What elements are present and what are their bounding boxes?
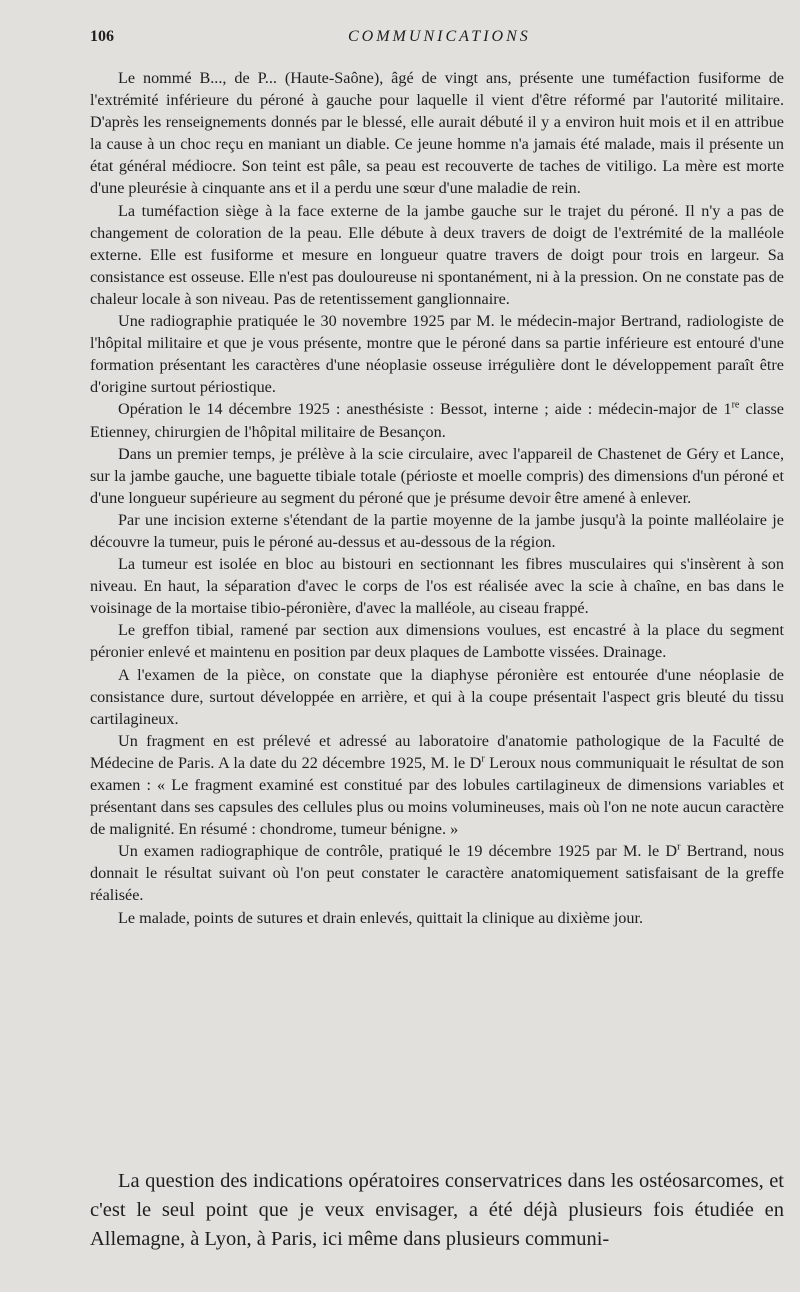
control-text-a: Un examen radiographique de contrôle, pratiqué le 19 décembre 1925 par M. le D xyxy=(118,842,678,861)
operation-text-b: classe Etienney, chirurgien de l'hôpital militaire de Besançon. xyxy=(90,400,784,441)
paragraph-tumor-excision: La tumeur est isolée en bloc au bistouri en sectionnant les fibres musculaires qui s'insèrent à son niveau. En haut, la séparation d'avec le corps de l'os est réalisée avec la scie à chaîne, en bas dans le voisinage de la mortaise tibio-péronière, d'avec la malléole, au ciseau frappé. xyxy=(90,555,784,618)
paragraph-specimen: A l'examen de la pièce, on constate que la diaphyse péronière est entourée d'une néoplasie de consistance dure, surtout développée en arrière, et qui à la coupe présentait l'aspect gris bleuté du tissu cartilagineux. xyxy=(90,665,784,728)
paragraph-operation xyxy=(90,398,784,442)
superscript-r: r xyxy=(677,841,681,853)
paragraph-radiography: Une radiographie pratiquée le 30 novembre 1925 par M. le médecin-major Bertrand, radiologiste de l'hôpital militaire et que je vous présente, montre que le péroné dans sa partie inférieure est entouré d'une formation présentant les caractères d'une néoplasie osseuse irrégulière dont le développement paraît être d'origine surtout périostique. xyxy=(90,312,784,397)
superscript-r: r xyxy=(481,753,485,765)
running-title: COMMUNICATIONS xyxy=(348,28,531,45)
superscript-re: re xyxy=(731,400,740,412)
paragraph-clinical-exam: La tuméfaction siège à la face externe de la jambe gauche sur le trajet du péroné. Il n'y a pas de changement de coloration de la peau. Elle débute à deux travers de doigt de l'extrémité de la malléole externe. Elle est fusiforme et mesure en longueur quatre travers de doigt pour trois en largeur. Sa consistance est osseuse. Elle n'est pas douloureuse ni spontanément, ni à la pression. On ne constate pas de chaleur locale à son niveau. Pas de retentissement ganglionnaire. xyxy=(90,201,784,308)
pathology-text-b: Leroux nous communiquait le résultat de son examen : « Le fragment examiné est constitué par des lobules cartilagineux de dimensions variables et présentant dans ses capsules des cellules plus ou moins volumineuses, mais où l'on ne note aucun caractère de malignité. En résumé : chondrome, tumeur bénigne. » xyxy=(90,753,784,839)
operation-text-a: Opération le 14 décembre 1925 : anesthésiste : Bessot, interne ; aide : médecin-major de 1 xyxy=(118,400,732,419)
paragraph-discharge: Le malade, points de sutures et drain enlevés, quittait la clinique au dixième jour. xyxy=(118,908,644,927)
paragraph-pathology xyxy=(90,730,784,840)
paragraph-incision: Par une incision externe s'étendant de la partie moyenne de la jambe jusqu'à la pointe malléolaire je découvre la tumeur, puis le péroné au-dessus et au-dessous de la région. xyxy=(90,510,784,551)
paragraph-graft: Le greffon tibial, ramené par section aux dimensions voulues, est encastré à la place du segment péronier enlevé et maintenu en position par deux plaques de Lambotte vissées. Drainage. xyxy=(90,621,784,662)
discussion-text xyxy=(90,1167,784,1254)
paragraph-discussion: La question des indications opératoires conservatrices dans les ostéosarcomes, et c'est le seul point que je veux envisager, a été déjà plusieurs fois étudiée en Allemagne, à Lyon, à Paris, ici même dans plusieurs communi- xyxy=(90,1170,784,1250)
pathology-text-a: Un fragment en est prélevé et adressé au laboratoire d'anatomie pathologique de la Faculté de Médecine de Paris. A la date du 22 décembre 1925, M. le D xyxy=(90,731,784,772)
page-number: 106 xyxy=(90,28,114,45)
page-header xyxy=(90,28,800,54)
case-report-text xyxy=(90,67,784,929)
paragraph-control-radiograph xyxy=(90,840,784,906)
paragraph-first-step: Dans un premier temps, je prélève à la scie circulaire, avec l'appareil de Chastenet de Géry et Lance, sur la jambe gauche, une baguette tibiale totale (périoste et moelle compris) des dimensions d'un péroné et d'une longueur supérieure au segment du péroné que je présume devoir être amené à enlever. xyxy=(90,444,784,507)
paragraph-patient-history: Le nommé B..., de P... (Haute-Saône), âgé de vingt ans, présente une tuméfaction fusiforme de l'extrémité inférieure du péroné à gauche pour laquelle il vient d'être réformé par l'autorité militaire. D'après les renseignements donnés par le blessé, elle aurait débuté il y a environ huit mois et il en attribue la cause à un choc reçu en maniant un diable. Ce jeune homme n'a jamais été malade, mais il présente un état général médiocre. Son teint est pâle, sa peau est recouverte de taches de vitiligo. La mère est morte d'une pleurésie à cinquante ans et il a perdu une sœur d'une maladie de rein. xyxy=(90,69,784,198)
control-text-b: Bertrand, nous donnait le résultat suivant où l'on peut constater le caractère anatomiquement satisfaisant de la greffe réalisée. xyxy=(90,842,784,905)
